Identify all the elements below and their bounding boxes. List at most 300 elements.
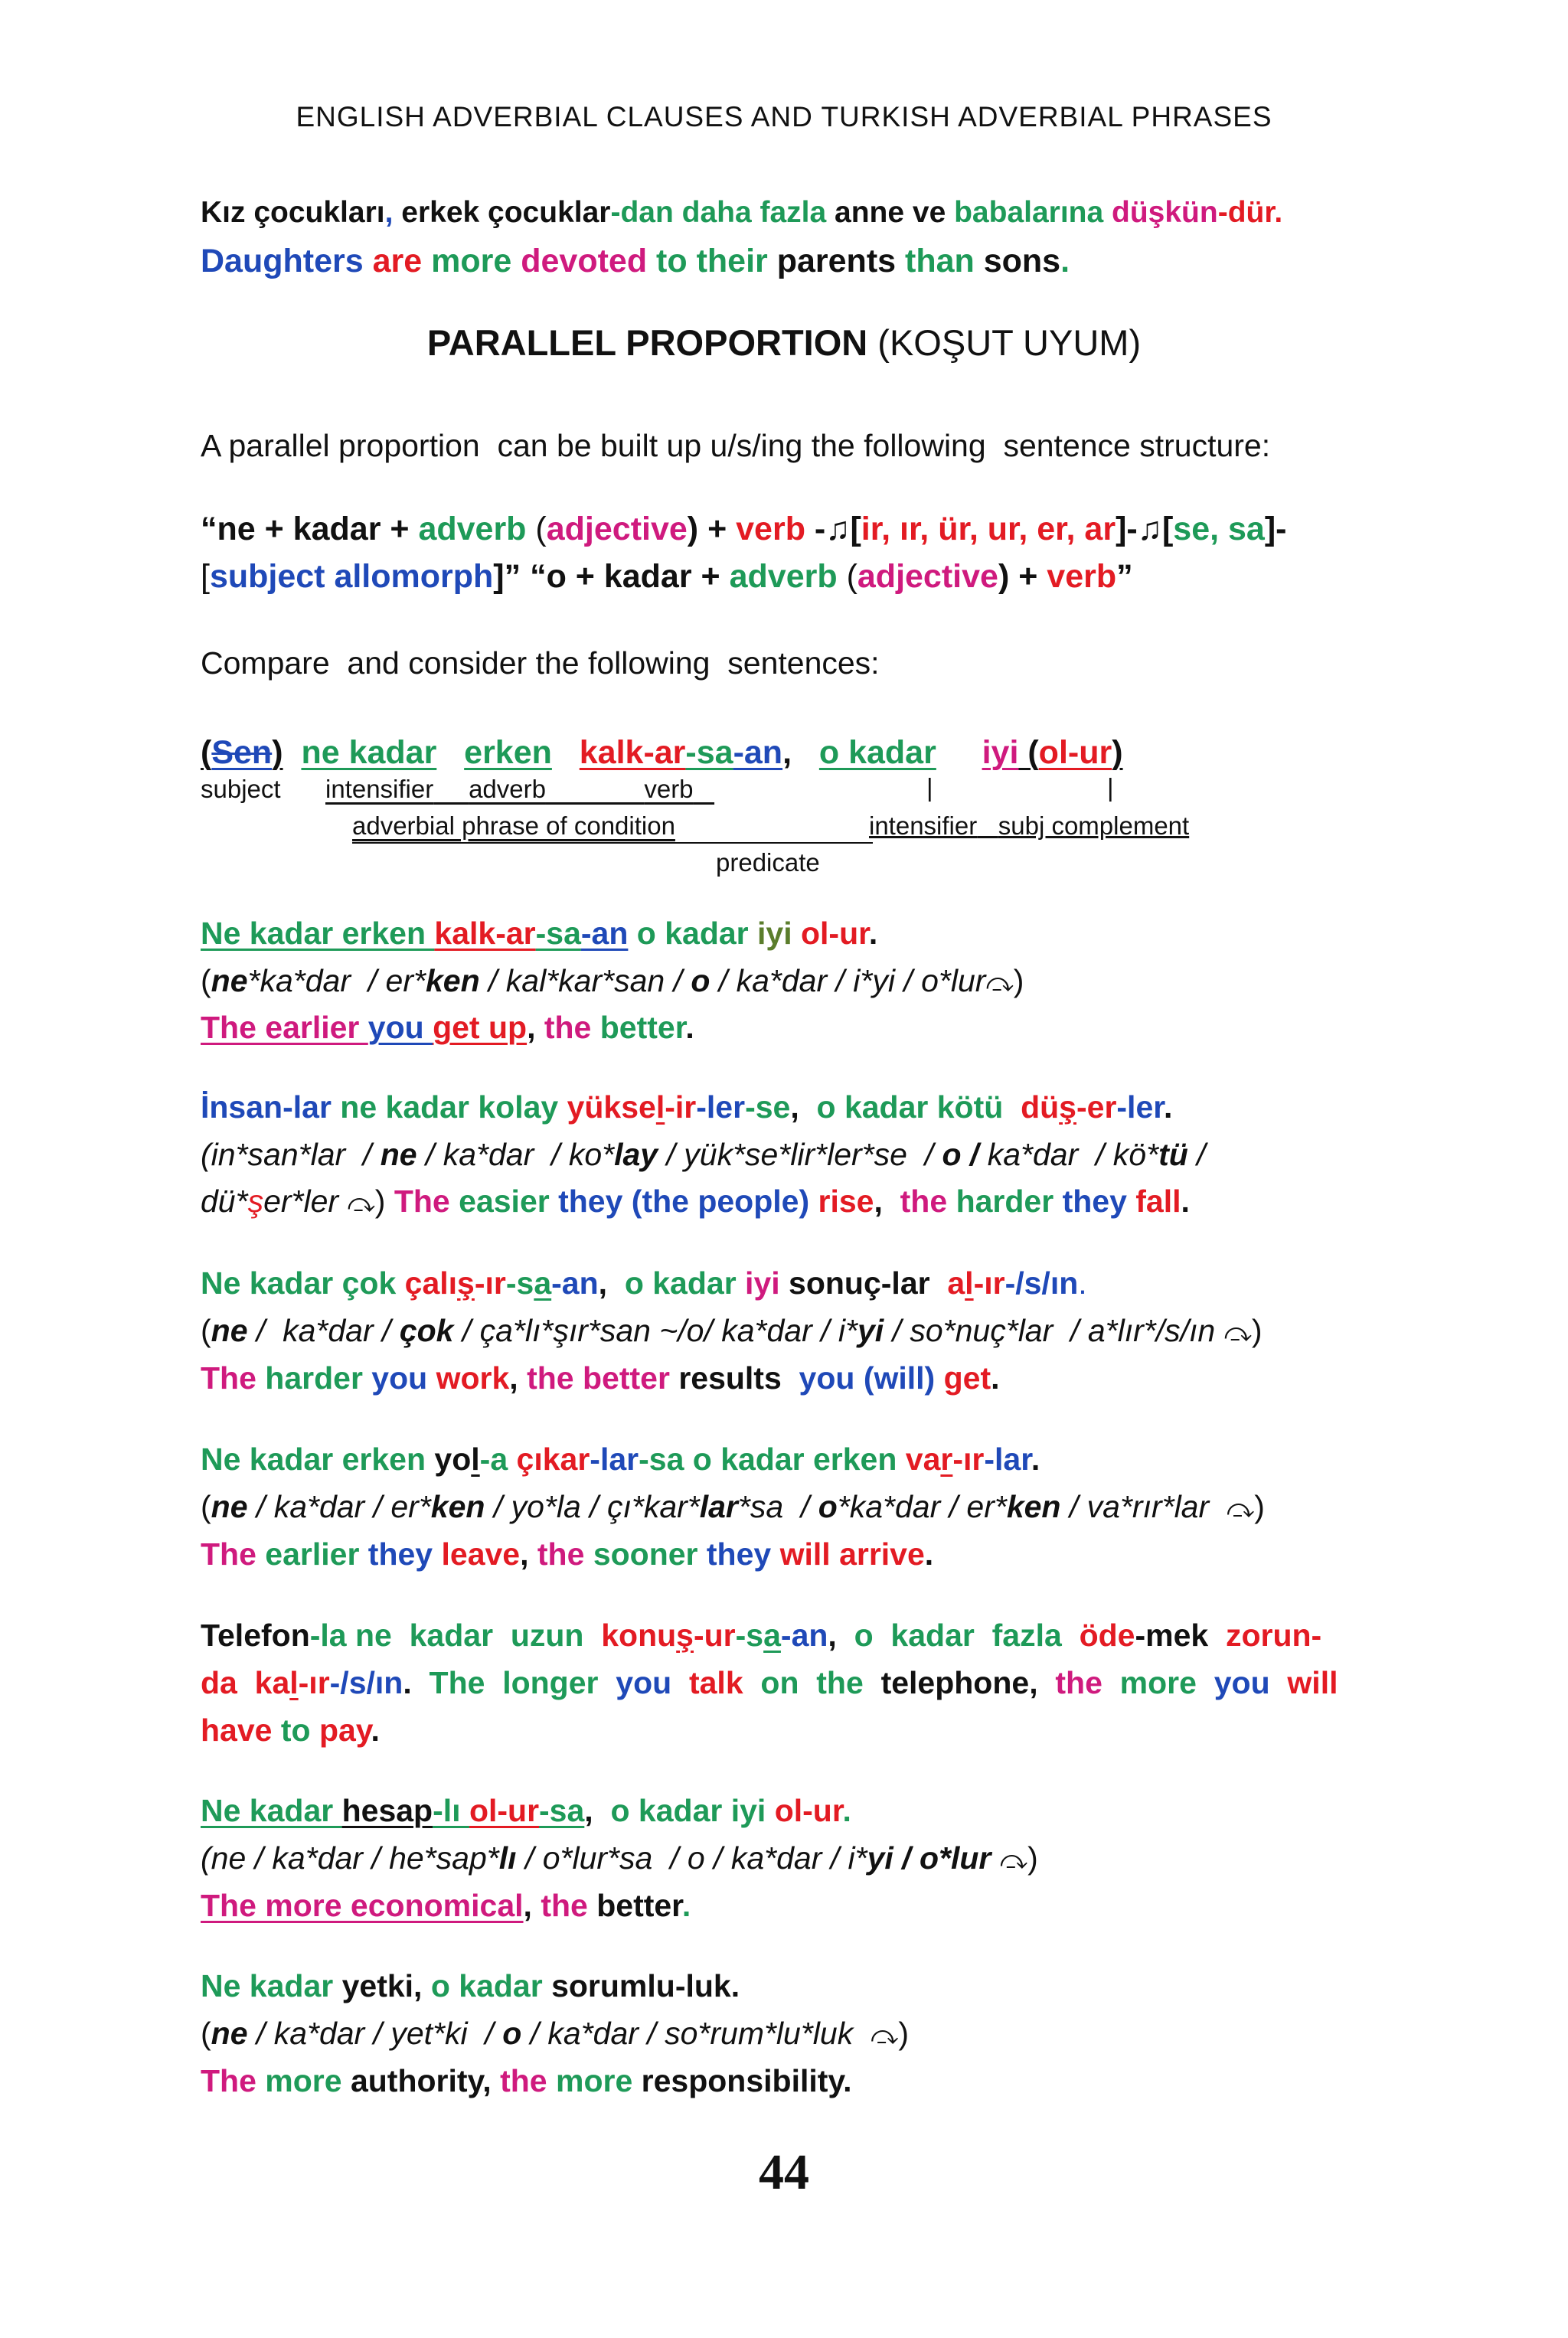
text-segment: . [403, 1665, 430, 1700]
text-segment: -dür. [1217, 196, 1283, 229]
text-segment: . [1181, 1184, 1190, 1219]
text-segment: you [368, 1010, 433, 1045]
text-segment: lı [498, 1840, 517, 1876]
text-segment: . [842, 1793, 851, 1828]
label-bar-1: | [926, 773, 933, 802]
text-segment: verb [1047, 558, 1117, 595]
tilde-arrow-icon: ⤼ [999, 1845, 1028, 1876]
text-segment: ” [1116, 558, 1133, 595]
text-segment: Daughters [201, 243, 373, 279]
text-segment: ş [676, 1618, 694, 1653]
text-segment: -lı [433, 1793, 469, 1828]
text-segment: l [471, 1442, 480, 1477]
text-segment: -la [309, 1618, 355, 1653]
text-segment: -ir [665, 1089, 697, 1125]
text-segment: you [616, 1665, 689, 1700]
text-segment: The [201, 1360, 266, 1396]
text-segment: hesap [341, 1793, 433, 1828]
text-line [201, 1009, 694, 1047]
text-segment: yükse [567, 1089, 656, 1125]
text-segment: ne [211, 1313, 248, 1348]
text-segment: to [280, 1713, 319, 1748]
text-segment: o [502, 2016, 522, 2051]
text-segment [991, 1840, 999, 1876]
running-header: ENGLISH ADVERBIAL CLAUSES AND TURKISH ADVERBIAL PHRASES [296, 101, 1272, 132]
label-row-underline [325, 775, 762, 804]
text-segment: -/s/ın [1004, 1265, 1079, 1301]
text-segment: ) [1251, 1313, 1263, 1348]
text-segment: o [818, 1489, 838, 1524]
text-segment: o [691, 963, 710, 998]
text-segment: Sen [211, 734, 273, 771]
text-segment: , [598, 1265, 625, 1301]
text-segment: ka*dar / kö* [978, 1137, 1159, 1172]
text-segment: Ne kadar erken [201, 916, 435, 951]
text-segment: . [991, 1360, 1000, 1396]
text-line [201, 557, 1133, 597]
text-segment: they [706, 1536, 780, 1572]
text-segment: the [900, 1184, 956, 1219]
tilde-arrow-icon: ⤼ [871, 2020, 899, 2051]
text-line [201, 1664, 1338, 1702]
text-segment: will arrive [779, 1536, 925, 1572]
text-segment: -s [735, 1618, 764, 1653]
text-segment: earlier [265, 1536, 368, 1572]
text-segment: devoted [521, 243, 657, 279]
text-segment: more [265, 2063, 351, 2098]
text-segment: have [201, 1713, 281, 1748]
text-segment: o kadar [624, 1265, 746, 1301]
text-segment: yi / o*lur [867, 1840, 991, 1876]
text-segment: the [541, 1888, 597, 1923]
text-segment: ol-ur [774, 1793, 843, 1828]
text-segment: ka [254, 1665, 290, 1700]
text-segment: -♫[ [814, 511, 861, 547]
text-segment: sorumlu-luk. [551, 1968, 740, 2003]
text-segment: the [544, 1010, 600, 1045]
text-segment: dü [1021, 1089, 1060, 1125]
text-segment: , [384, 196, 402, 229]
text-segment: dü* [201, 1184, 248, 1219]
text-segment: get up [433, 1010, 528, 1045]
text-segment: responsibility. [641, 2063, 852, 2098]
text-segment: kötü [936, 1089, 1021, 1125]
text-segment: sonuç-lar [789, 1265, 948, 1301]
text-segment: more [1119, 1665, 1214, 1700]
text-segment: çıkar [516, 1442, 590, 1477]
text-segment: / yük*se*lir*ler*se / [658, 1137, 942, 1172]
text-segment: -lar [590, 1442, 639, 1477]
text-segment: çalı [404, 1265, 458, 1301]
text-segment: better [599, 1010, 686, 1045]
text-line [201, 1536, 933, 1573]
text-segment: -an [580, 916, 629, 951]
text-segment: -an [780, 1618, 828, 1653]
text-segment: er*ler [263, 1184, 348, 1219]
text-segment: iyi [745, 1265, 789, 1301]
text-line [201, 915, 877, 952]
text-segment: -sa [535, 916, 581, 951]
text-segment: . [868, 916, 878, 951]
text-segment: adjective [857, 558, 998, 595]
text-segment: . [685, 1010, 694, 1045]
text-line [201, 2015, 909, 2052]
text-segment: / [1187, 1137, 1206, 1172]
text-segment: / ka*dar / er* [247, 1489, 431, 1524]
text-segment: the [500, 2063, 556, 2098]
text-segment: ne [211, 963, 248, 998]
intro-text: A parallel proportion can be built up u/s/ing the following sentence structure: [201, 428, 1271, 463]
text-segment: [ [201, 558, 210, 595]
text-segment: Telefon [201, 1618, 310, 1653]
text-line [201, 510, 1286, 550]
text-segment: ol-ur [469, 1793, 540, 1828]
text-segment: -ır [952, 1442, 985, 1477]
text-line [201, 1887, 691, 1925]
text-segment: l [289, 1665, 299, 1700]
text-segment: -ler [1116, 1089, 1164, 1125]
text-segment: *ka*dar / er* [837, 1489, 1007, 1524]
text-segment: / yo*la / çı*kar* [485, 1489, 700, 1524]
text-line [201, 733, 1123, 773]
text-segment: leave [441, 1536, 521, 1572]
text-line [201, 1840, 1038, 1877]
text-segment [936, 734, 982, 771]
text-segment: than [905, 243, 984, 279]
text-segment: ne kadar [301, 734, 437, 771]
text-segment: ne [211, 1489, 248, 1524]
text-segment: o kadar [430, 1968, 552, 2003]
text-segment: ne [211, 2016, 248, 2051]
text-segment: İnsan [201, 1089, 283, 1125]
text-segment: -lar [984, 1442, 1031, 1477]
text-segment: The more economical [201, 1888, 524, 1923]
tilde-arrow-icon: ⤼ [985, 968, 1014, 998]
text-segment: adverb [418, 511, 536, 547]
text-segment: work [436, 1360, 510, 1396]
text-segment: . [1078, 1265, 1087, 1301]
text-line [201, 1792, 851, 1830]
text-line [201, 1183, 1190, 1220]
text-segment: iyi [757, 916, 801, 951]
text-segment: iyi [982, 734, 1019, 771]
text-segment: a [534, 1265, 552, 1301]
text-segment: -mek [1135, 1618, 1226, 1653]
text-segment: on the [760, 1665, 881, 1700]
text-segment: (ne / ka*dar / he*sap* [201, 1840, 499, 1876]
text-segment: , [520, 1536, 537, 1572]
text-segment: ş [1059, 1089, 1076, 1125]
text-segment: -sa [639, 1442, 693, 1477]
text-segment: ]- [1264, 511, 1287, 547]
text-segment: ) + [998, 558, 1047, 595]
text-segment: o kadar [816, 1089, 937, 1125]
text-segment: o kadar fazla [854, 1618, 1080, 1653]
text-segment: more [431, 243, 521, 279]
text-segment: verb [736, 511, 815, 547]
text-segment: harder [956, 1184, 1063, 1219]
label-bar-2: | [1107, 773, 1114, 802]
text-segment: se, sa [1173, 511, 1265, 547]
text-segment: -ır [298, 1665, 330, 1700]
text-segment: / ka*dar / ko* [416, 1137, 615, 1172]
text-line [201, 2062, 852, 2100]
text-segment: lay [614, 1137, 658, 1172]
text-segment: they [368, 1536, 442, 1572]
text-segment: , [782, 734, 819, 771]
text-segment: öde [1079, 1618, 1135, 1653]
text-segment: , [874, 1184, 900, 1219]
text-segment: / ka*dar / [247, 1313, 400, 1348]
text-segment: ken [425, 963, 480, 998]
compare-text: Compare and consider the following sentences: [201, 645, 880, 681]
text-segment: / ka*dar / yet*ki / [247, 2016, 503, 2051]
text-segment: ) [1013, 963, 1024, 998]
text-segment: ( [1018, 734, 1039, 771]
text-segment: çok [399, 1313, 454, 1348]
text-segment: The earlier [201, 1010, 368, 1045]
text-segment: lar [699, 1489, 738, 1524]
text-segment: . [1163, 1089, 1173, 1125]
text-segment: the [527, 1360, 583, 1396]
label-subj-complement: subj complement [998, 811, 1190, 840]
text-segment: to their [656, 243, 777, 279]
text-segment: o kadar [818, 734, 936, 771]
text-line [201, 1488, 1265, 1526]
text-segment: ken [430, 1489, 485, 1524]
text-segment: results [678, 1360, 799, 1396]
text-segment: / kal*kar*san / [479, 963, 691, 998]
text-segment: / ka*dar / so*rum*lu*luk [521, 2016, 871, 2051]
text-segment: / va*rır*lar [1060, 1489, 1227, 1524]
text-segment: / o*lur*sa / o / ka*dar / i* [516, 1840, 867, 1876]
text-segment: yetki, [341, 1968, 431, 2003]
text-segment: (in*san*lar / [201, 1137, 381, 1172]
section-title [0, 322, 1568, 364]
text-segment: . [1060, 243, 1070, 279]
label-adverbial-phrase: adverbial phrase of condition [352, 811, 675, 840]
text-segment: ne kadar uzun [355, 1618, 602, 1653]
text-segment: , [790, 1089, 817, 1125]
text-segment: ) [1254, 1489, 1265, 1524]
text-segment: / ka*dar / i*yi / o*lur [710, 963, 986, 998]
text-segment: , [584, 1793, 611, 1828]
text-segment: -sa [685, 734, 733, 771]
text-segment: they [1062, 1184, 1136, 1219]
text-segment: ( [201, 963, 211, 998]
text-segment: a [947, 1265, 965, 1301]
text-segment: va [905, 1442, 941, 1477]
text-segment: ne [380, 1137, 417, 1172]
text-segment: ( [201, 2016, 211, 2051]
label-predicate: predicate [716, 848, 820, 877]
text-segment: Ne kadar [201, 1793, 342, 1828]
text-segment: anne ve [835, 196, 955, 229]
text-segment: -se [745, 1089, 791, 1125]
text-segment: you [1214, 1665, 1288, 1700]
text-segment: erkek çocuklar [401, 196, 611, 229]
text-segment: ş [457, 1265, 475, 1301]
text-segment: o kadar erken [692, 1442, 906, 1477]
text-segment: kalk-ar [579, 734, 686, 771]
text-segment: telephone, [880, 1665, 1056, 1700]
text-segment: . [371, 1713, 380, 1748]
text-segment: harder [265, 1360, 372, 1396]
label-subject: subject [201, 775, 281, 803]
text-segment: -lar [283, 1089, 341, 1125]
text-segment: . [681, 1888, 691, 1923]
adverbial-phrase-line [352, 815, 873, 844]
text-segment: babalarına [954, 196, 1112, 229]
text-segment: ken [1006, 1489, 1061, 1524]
text-segment: Ne kadar [201, 1968, 342, 2003]
tilde-arrow-icon: ⤼ [1223, 1318, 1252, 1348]
text-segment: kalk-ar [434, 916, 536, 951]
text-segment: better [596, 1888, 682, 1923]
text-segment: subject allomorph [209, 558, 494, 595]
text-segment: fall [1135, 1184, 1181, 1219]
text-segment: l [655, 1089, 665, 1125]
text-segment: more [556, 2063, 642, 2098]
text-segment: talk [688, 1665, 761, 1700]
text-segment: -sa [539, 1793, 585, 1828]
text-segment: düşkün [1112, 196, 1218, 229]
text-segment: *sa / [737, 1489, 818, 1524]
text-segment: will [1287, 1665, 1338, 1700]
text-segment [283, 734, 302, 771]
page-number: 44 [759, 2144, 809, 2200]
text-segment: r [940, 1442, 953, 1477]
text-segment: / so*nuç*lar / a*lır*/s/ın [884, 1313, 1224, 1348]
text-segment: o kadar [628, 916, 758, 951]
text-segment: -ır [973, 1265, 1005, 1301]
text-segment: ( [201, 734, 212, 771]
text-segment: ]” “o + kadar + [493, 558, 730, 595]
text-segment: The [394, 1184, 459, 1219]
text-segment: The [201, 1536, 266, 1572]
text-segment: , [527, 1010, 544, 1045]
text-segment: ( [201, 1313, 211, 1348]
text-segment: erken [464, 734, 552, 771]
text-segment [436, 734, 464, 771]
text-segment: ol-ur [1038, 734, 1112, 771]
text-segment: ) [374, 1184, 394, 1219]
text-line [201, 1136, 1206, 1174]
text-segment: l [965, 1265, 974, 1301]
text-segment: rise [818, 1184, 874, 1219]
text-segment: ) [898, 2016, 910, 2051]
text-segment: are [372, 243, 432, 279]
text-segment: yo [434, 1442, 472, 1477]
text-segment: “ne + kadar + [201, 511, 419, 547]
text-segment: *ka*dar / er* [247, 963, 426, 998]
text-segment: ]-♫[ [1116, 511, 1174, 547]
text-segment: adjective [546, 511, 688, 547]
text-segment: ( [535, 511, 547, 547]
section-title-main: PARALLEL PROPORTION [426, 322, 868, 363]
text-segment: adverb [729, 558, 847, 595]
text-line [201, 195, 1282, 231]
text-segment: o kadar [610, 1793, 731, 1828]
text-segment: , [523, 1888, 541, 1923]
text-segment: -/s/ın [329, 1665, 403, 1700]
label-intensifier: intensifier [325, 775, 434, 803]
label-verb: verb [644, 775, 694, 803]
text-line [201, 1967, 740, 2005]
text-segment: ( [201, 1489, 211, 1524]
text-segment: tü [1158, 1137, 1188, 1172]
text-segment: . [1031, 1442, 1040, 1477]
text-segment: sooner [593, 1536, 707, 1572]
text-segment: you (will) [799, 1360, 944, 1396]
text-segment: zorun- [1225, 1618, 1322, 1653]
text-segment: easier [459, 1184, 559, 1219]
text-segment: parents [776, 243, 905, 279]
label-adverb: adverb [469, 775, 546, 803]
text-segment: ) + [687, 511, 737, 547]
text-segment: Ne kadar çok [201, 1265, 405, 1301]
text-segment: yi [858, 1313, 884, 1348]
section-title-paren: (KOŞUT UYUM) [867, 322, 1142, 363]
text-segment: Ne kadar erken [201, 1442, 435, 1477]
text-segment: The longer [429, 1665, 616, 1700]
text-line [201, 1441, 1040, 1478]
text-segment: pay [318, 1713, 371, 1748]
text-segment: -an [551, 1265, 599, 1301]
text-segment: you [371, 1360, 436, 1396]
text-line [201, 962, 1024, 1000]
text-segment: -er [1076, 1089, 1117, 1125]
text-segment: better [583, 1360, 679, 1396]
text-segment: ol-ur [801, 916, 869, 951]
text-segment: -ır [474, 1265, 506, 1301]
text-segment: ş [247, 1184, 264, 1219]
text-segment: kolay [478, 1089, 567, 1125]
text-segment [552, 734, 580, 771]
text-segment: they (the people) [558, 1184, 818, 1219]
text-segment: konu [601, 1618, 677, 1653]
text-segment: Kız çocukları [201, 196, 385, 229]
text-segment: -a [479, 1442, 517, 1477]
text-segment: / ça*lı*şır*san ~/o/ ka*dar / i* [453, 1313, 858, 1348]
text-segment: ) [272, 734, 283, 771]
text-segment: o / [942, 1137, 979, 1172]
text-segment: sons [983, 243, 1061, 279]
text-segment: The [201, 2063, 266, 2098]
text-line [201, 1312, 1263, 1350]
text-segment: ne kadar [340, 1089, 479, 1125]
text-segment: . [924, 1536, 934, 1572]
text-line [201, 1089, 1172, 1126]
text-segment: -an [733, 734, 783, 771]
text-segment: ) [1027, 1840, 1038, 1876]
text-line [201, 242, 1070, 282]
text-segment: ( [846, 558, 858, 595]
text-segment: iyi [730, 1793, 775, 1828]
text-segment: ) [1112, 734, 1123, 771]
text-segment: get [943, 1360, 991, 1396]
tilde-arrow-icon: ⤼ [1226, 1494, 1255, 1524]
text-line [201, 1360, 1000, 1397]
text-segment: the [537, 1536, 593, 1572]
text-line [201, 1265, 1087, 1302]
text-segment: -ur [693, 1618, 736, 1653]
text-segment: the [1055, 1665, 1120, 1700]
text-line [201, 1617, 1321, 1654]
tilde-arrow-icon: ⤼ [347, 1188, 375, 1219]
text-line [201, 1712, 380, 1749]
text-segment: da [201, 1665, 255, 1700]
